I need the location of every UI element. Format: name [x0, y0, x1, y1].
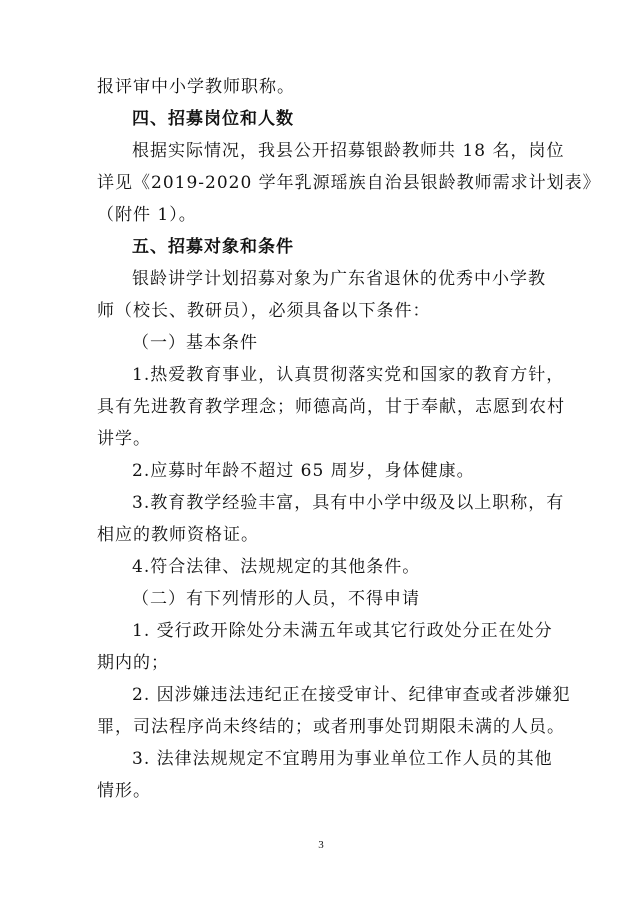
list-item-text: 3. 法律法规规定不宜聘用为事业单位工作人员的其他 — [132, 749, 553, 769]
list-item-text: 期内的； — [97, 653, 169, 673]
page-number: 3 — [318, 839, 324, 851]
subsection-heading-exclusions: （二）有下列情形的人员，不得申请 — [132, 589, 420, 609]
list-item-text: 讲学。 — [97, 429, 151, 449]
list-item-text: 2.应募时年龄不超过 65 周岁，身体健康。 — [132, 461, 475, 481]
body-text-line: 根据实际情况，我县公开招募银龄教师共 18 名，岗位 — [132, 141, 565, 161]
document-body — [97, 71, 601, 807]
list-item-text: 1.热爱教育事业，认真贯彻落实党和国家的教育方针， — [132, 365, 565, 385]
section-heading-5: 五、招募对象和条件 — [132, 237, 294, 257]
section-heading-4: 四、招募岗位和人数 — [132, 109, 294, 129]
list-item-text: 4.符合法律、法规规定的其他条件。 — [132, 557, 421, 577]
body-text-line: （附件 1）。 — [97, 205, 197, 225]
list-item-text: 1. 受行政开除处分未满五年或其它行政处分正在处分 — [132, 621, 553, 641]
body-text-line: 银龄讲学计划招募对象为广东省退休的优秀中小学教 — [132, 269, 546, 289]
list-item-text: 具有先进教育教学理念；师德高尚，甘于奉献，志愿到农村 — [97, 397, 565, 417]
list-item-text: 2. 因涉嫌违法违纪正在接受审计、纪律审查或者涉嫌犯 — [132, 685, 571, 705]
list-item-text: 情形。 — [97, 781, 151, 801]
list-item-text: 罪，司法程序尚未终结的；或者刑事处罚期限未满的人员。 — [97, 717, 565, 737]
list-item-text: 3.教育教学经验丰富，具有中小学中级及以上职称，有 — [132, 493, 565, 513]
list-item-text: 相应的教师资格证。 — [97, 525, 259, 545]
subsection-heading-basic-conditions: （一）基本条件 — [132, 333, 258, 353]
body-text-line: 详见《2019-2020 学年乳源瑶族自治县银龄教师需求计划表》 — [97, 173, 601, 193]
body-text-line: 报评审中小学教师职称。 — [97, 77, 295, 97]
body-text-line: 师（校长、教研员），必须具备以下条件： — [97, 301, 431, 321]
